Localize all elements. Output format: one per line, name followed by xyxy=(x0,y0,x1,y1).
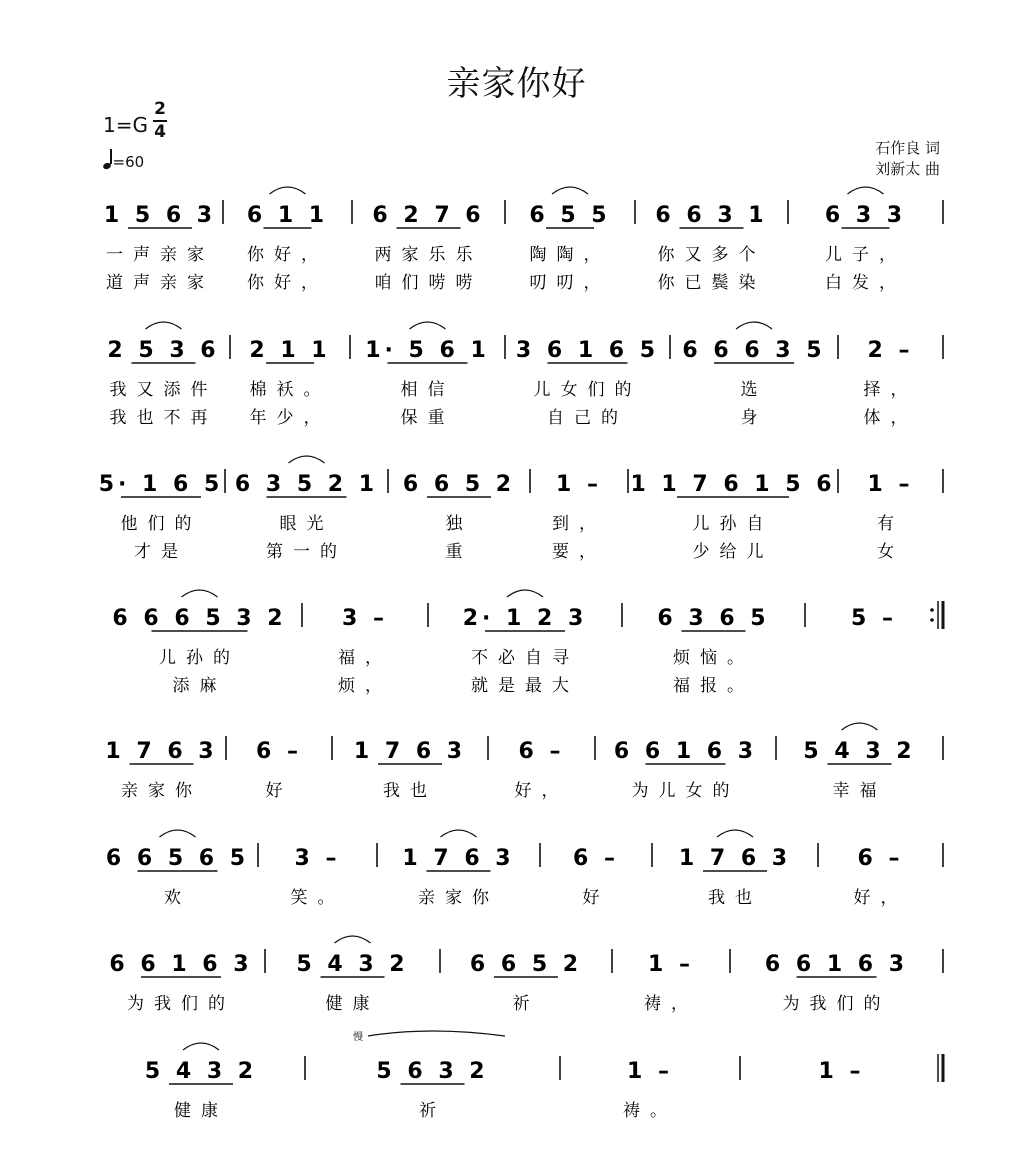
slur-arc xyxy=(507,590,543,597)
lyric-verse1: 儿孙自 xyxy=(692,514,774,534)
measure-notes: 6 6 1 6 3 xyxy=(764,952,909,977)
composer-credit: 刘新太 曲 xyxy=(875,160,940,178)
measure-notes: 6 – xyxy=(573,846,619,871)
lyric-verse1: 祷， xyxy=(644,994,698,1014)
lyric-verse2: 少给儿 xyxy=(692,542,774,562)
lyric-verse1: 择， xyxy=(863,380,918,400)
lyric-verse1: 好 xyxy=(582,888,610,908)
repeat-dot xyxy=(930,608,934,612)
slur-arc xyxy=(441,830,477,837)
time-bottom: 4 xyxy=(154,122,166,142)
lyric-verse1: 选 xyxy=(740,380,768,400)
lyric-verse1: 到， xyxy=(552,514,606,534)
lyric-verse1: 独 xyxy=(445,514,473,534)
measure-notes: 1 – xyxy=(627,1059,673,1084)
lyric-verse2: 你好， xyxy=(247,273,328,293)
measure-notes: 5· 1 6 5 xyxy=(98,472,224,497)
lyric-verse1: 福， xyxy=(338,648,392,668)
lyric-verse1: 笑。 xyxy=(290,888,345,908)
slur-arc xyxy=(160,830,196,837)
slur-arc xyxy=(717,830,753,837)
lyric-verse2: 才是 xyxy=(134,542,188,562)
measure-notes: 6 6 5 2 xyxy=(469,952,583,977)
measure-notes: 6 1 1 xyxy=(246,203,329,228)
lyric-verse1: 亲家你 xyxy=(418,888,499,908)
measure-notes: 1 – xyxy=(867,472,914,497)
lyric-verse1: 你好， xyxy=(247,245,328,265)
lyric-verse2: 福报。 xyxy=(673,676,754,696)
lyric-verse1: 陶陶， xyxy=(529,245,611,265)
lyric-verse1: 好， xyxy=(514,781,569,801)
lyric-verse2: 添麻 xyxy=(172,676,227,696)
lyric-verse2: 重 xyxy=(445,542,473,562)
lyric-verse2: 叨叨， xyxy=(529,273,611,293)
measure-notes: 6 2 7 6 xyxy=(372,203,485,228)
lyric-verse1: 我也 xyxy=(383,781,437,801)
repeat-dot xyxy=(930,618,934,622)
measure-notes: 6 6 6 5 3 2 xyxy=(112,606,287,631)
slur-arc xyxy=(552,187,588,194)
measure-notes: 1 7 6 3 xyxy=(678,846,792,871)
measure-notes: 6 3 3 xyxy=(824,203,907,228)
measure-notes: 3 6 1 6 5 xyxy=(515,338,660,363)
song-title: 亲家你好 xyxy=(446,64,587,104)
lyric-verse1: 好， xyxy=(853,888,908,908)
lyric-verse2: 道声亲家 xyxy=(106,273,214,293)
lyric-verse1: 棉袄。 xyxy=(249,380,331,400)
measure-notes: 6 – xyxy=(857,846,904,871)
lyric-verse1: 眼光 xyxy=(279,514,334,534)
lyric-verse1: 我也 xyxy=(708,888,762,908)
measure-notes: 1 7 6 3 xyxy=(105,739,218,764)
slur-arc xyxy=(736,322,772,329)
measure-notes: 2· 1 2 3 xyxy=(462,606,588,631)
lyric-verse2: 年少， xyxy=(249,408,331,428)
measure-notes: 2 – xyxy=(867,338,914,363)
rit-slur xyxy=(368,1031,505,1036)
lyric-verse2: 女 xyxy=(877,542,904,562)
lyric-verse1: 儿女们的 xyxy=(533,380,642,400)
measure-notes: 1· 5 6 1 xyxy=(365,338,490,363)
measure-notes: 1 7 6 3 xyxy=(353,739,467,764)
slur-arc xyxy=(289,456,325,463)
lyric-verse1: 他们的 xyxy=(120,514,202,534)
lyric-verse2: 体， xyxy=(863,408,918,428)
lyric-verse1: 儿子， xyxy=(825,245,906,265)
measure-notes: 6 3 6 5 xyxy=(657,606,770,631)
lyric-verse1: 你又多个 xyxy=(657,245,766,265)
slur-arc xyxy=(270,187,306,194)
slur-arc xyxy=(842,723,878,730)
tempo-value: =60 xyxy=(112,153,145,171)
lyric-verse1: 健康 xyxy=(174,1101,228,1121)
lyric-verse2: 身 xyxy=(740,408,768,428)
lyric-verse2: 第一的 xyxy=(266,542,347,562)
time-top: 2 xyxy=(154,99,166,119)
measure-notes: 6 – xyxy=(518,739,565,764)
lyric-verse2: 你已鬓染 xyxy=(657,273,766,293)
lyric-verse1: 好 xyxy=(265,781,293,801)
lyric-verse1: 祈 xyxy=(512,994,540,1014)
measure-notes: 1 – xyxy=(556,472,602,497)
lyric-verse2: 就是最大 xyxy=(471,676,579,696)
lyric-verse2: 白发， xyxy=(825,273,906,293)
measure-notes: 6 6 1 6 3 xyxy=(613,739,758,764)
rit-marking: 慢 xyxy=(353,1032,363,1043)
measure-notes: 2 1 1 xyxy=(249,338,331,363)
measure-notes: 6 6 5 6 5 xyxy=(105,846,250,871)
measure-notes: 1 1 7 6 1 5 6 xyxy=(630,472,836,497)
measure-notes: 5 – xyxy=(851,606,897,631)
lyric-verse1: 为我们的 xyxy=(127,994,235,1014)
lyric-verse1: 亲家你 xyxy=(121,781,202,801)
slur-arc xyxy=(410,322,446,329)
measure-notes: 1 7 6 3 xyxy=(402,846,515,871)
slur-arc xyxy=(848,187,884,194)
lyric-verse1: 祈 xyxy=(419,1101,446,1121)
measure-notes: 6 6 1 6 3 xyxy=(109,952,253,977)
lyric-verse1: 不必自寻 xyxy=(471,648,579,668)
lyric-verse1: 祷。 xyxy=(623,1101,677,1121)
measure-notes: 5 4 3 2 xyxy=(803,739,916,764)
lyric-verse2: 保重 xyxy=(400,408,455,428)
lyric-verse1: 相信 xyxy=(400,380,455,400)
lyric-verse1: 我又添件 xyxy=(109,380,218,400)
measure-notes: 6 – xyxy=(256,739,302,764)
measure-notes: 3 – xyxy=(342,606,388,631)
lyric-verse1: 为我们的 xyxy=(782,994,891,1014)
measure-notes: 5 4 3 2 xyxy=(144,1059,258,1084)
slur-arc xyxy=(182,590,218,597)
slur-arc xyxy=(335,936,371,943)
measure-notes: 6 6 3 1 xyxy=(655,203,768,228)
slur-arc xyxy=(146,322,182,329)
measure-notes: 6 6 5 2 xyxy=(402,472,516,497)
lyric-verse2: 咱们唠唠 xyxy=(374,273,483,293)
lyric-verse1: 幸福 xyxy=(832,781,887,801)
lyric-verse1: 两家乐乐 xyxy=(374,245,483,265)
measure-notes: 2 5 3 6 xyxy=(107,338,220,363)
measure-notes: 6 6 6 3 5 xyxy=(682,338,826,363)
lyric-verse2: 要， xyxy=(552,542,606,562)
lyric-verse1: 一声亲家 xyxy=(106,245,214,265)
lyricist-credit: 石作良 词 xyxy=(875,139,940,157)
measure-notes: 1 5 6 3 xyxy=(103,203,217,228)
lyric-verse2: 烦， xyxy=(338,676,392,696)
measure-notes: 3 – xyxy=(294,846,341,871)
measure-notes: 6 5 5 xyxy=(529,203,611,228)
measure-notes: 1 – xyxy=(648,952,694,977)
lyric-verse1: 欢 xyxy=(164,888,191,908)
measure-notes: 5 6 3 2 xyxy=(376,1059,489,1084)
slur-arc xyxy=(183,1043,219,1050)
lyric-verse1: 为儿女的 xyxy=(631,781,740,801)
key-signature: 1=G xyxy=(103,113,148,137)
lyric-verse1: 儿孙的 xyxy=(159,648,240,668)
lyric-verse1: 健康 xyxy=(325,994,380,1014)
lyric-verse1: 烦恼。 xyxy=(673,648,754,668)
measure-notes: 6 3 5 2 1 xyxy=(234,472,379,497)
measure-notes: 1 – xyxy=(818,1059,865,1084)
lyric-verse1: 有 xyxy=(877,514,904,534)
lyric-verse2: 我也不再 xyxy=(109,408,218,428)
lyric-verse2: 自己的 xyxy=(547,408,628,428)
measure-notes: 5 4 3 2 xyxy=(296,952,409,977)
